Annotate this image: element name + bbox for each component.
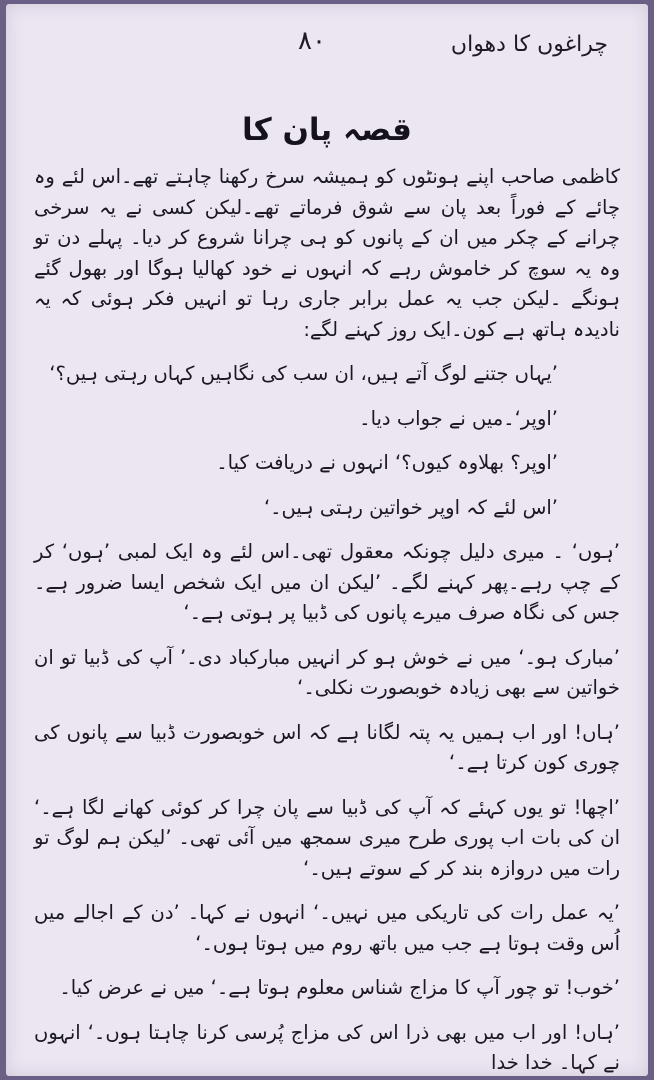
page-number: ۸۰: [298, 26, 326, 56]
chapter-title: قصہ پان کا: [241, 112, 412, 148]
paragraph: ’مبارک ہو۔‘ میں نے خوش ہو کر انہیں مبارکباد دی۔’ آپ کی ڈبیا تو ان خواتین سے بھی زیادہ خوبصورت نکلی۔‘: [34, 645, 620, 699]
book-page: [6, 4, 648, 1076]
paragraph: ’یہ عمل رات کی تاریکی میں نہیں۔‘ انہوں نے کہا۔ ’دن کے اجالے میں اُس وقت ہوتا ہے جب میں باتھ روم میں ہوتا ہوں۔‘: [34, 901, 620, 955]
paragraph: ’اس لئے کہ اوپر خواتین رہتی ہیں۔‘: [263, 495, 558, 519]
paragraph: ’ہوں‘ ۔ میری دلیل چونکہ معقول تھی۔اس لئے وہ ایک لمبی ’ہوں‘ کر کے چپ رہے۔پھر کہنے لگے۔ ’لیکن ان میں ایک شخص ایسا ضرور ہے۔جس کی نگاہ صرف میرے پانوں کی ڈبیا پر ہوتی ہے۔‘: [34, 540, 620, 624]
paragraph: ’اچھا! تو یوں کہئے کہ آپ کی ڈبیا سے پان چرا کر کوئی کھانے لگا ہے۔‘ ان کی بات اب پوری طرح میری سمجھ میں آئی تھی۔ ’لیکن ہم لوگ تو رات میں دروازہ بند کر کے سوتے ہیں۔‘: [34, 795, 620, 880]
paragraph: ’ہاں! اور اب میں بھی ذرا اس کی مزاج پُرسی کرنا چاہتا ہوں۔‘ انہوں نے کہا۔ خدا خدا: [34, 1020, 620, 1074]
paragraph: ’اوپر؟ بھلاوہ کیوں؟‘ انہوں نے دریافت کیا۔: [216, 451, 558, 474]
paragraph: ’ہاں! اور اب ہمیں یہ پتہ لگانا ہے کہ اس خوبصورت ڈبیا سے پانوں کی چوری کون کرتا ہے۔‘: [34, 720, 620, 774]
book-title: چراغوں کا دھواں: [450, 32, 608, 57]
running-header: [6, 26, 648, 66]
paragraph: ’یہاں جتنے لوگ آتے ہیں، ان سب کی نگاہیں کہاں رہتی ہیں؟‘: [49, 362, 558, 385]
paragraph: ’اوپر‘۔میں نے جواب دیا۔: [359, 406, 558, 430]
body-text: [34, 162, 620, 1076]
paragraph: کاظمی صاحب اپنے ہونٹوں کو ہمیشہ سرخ رکھنا چاہتے تھے۔اس لئے وہ چائے کے فوراً بعد پان سے شوق فرماتے تھے۔لیکن کسی نے یہ سرخی چرانے کے چکر میں ان کے پانوں کو ہی چرانا شروع کر دیا۔ پہلے دن تو وہ یہ سوچ کر خاموش رہے کہ انہوں نے خود کھالیا ہوگا اور بھول گئے ہونگے ۔لیکن جب یہ عمل برابر جاری رہا تو انہیں فکر ہوئی کہ یہ نادیدہ ہاتھ ہے کون۔ایک روز کہنے لگے:: [34, 165, 620, 341]
paragraph: ’خوب! تو چور آپ کا مزاج شناس معلوم ہوتا ہے۔‘ میں نے عرض کیا۔: [59, 976, 620, 999]
